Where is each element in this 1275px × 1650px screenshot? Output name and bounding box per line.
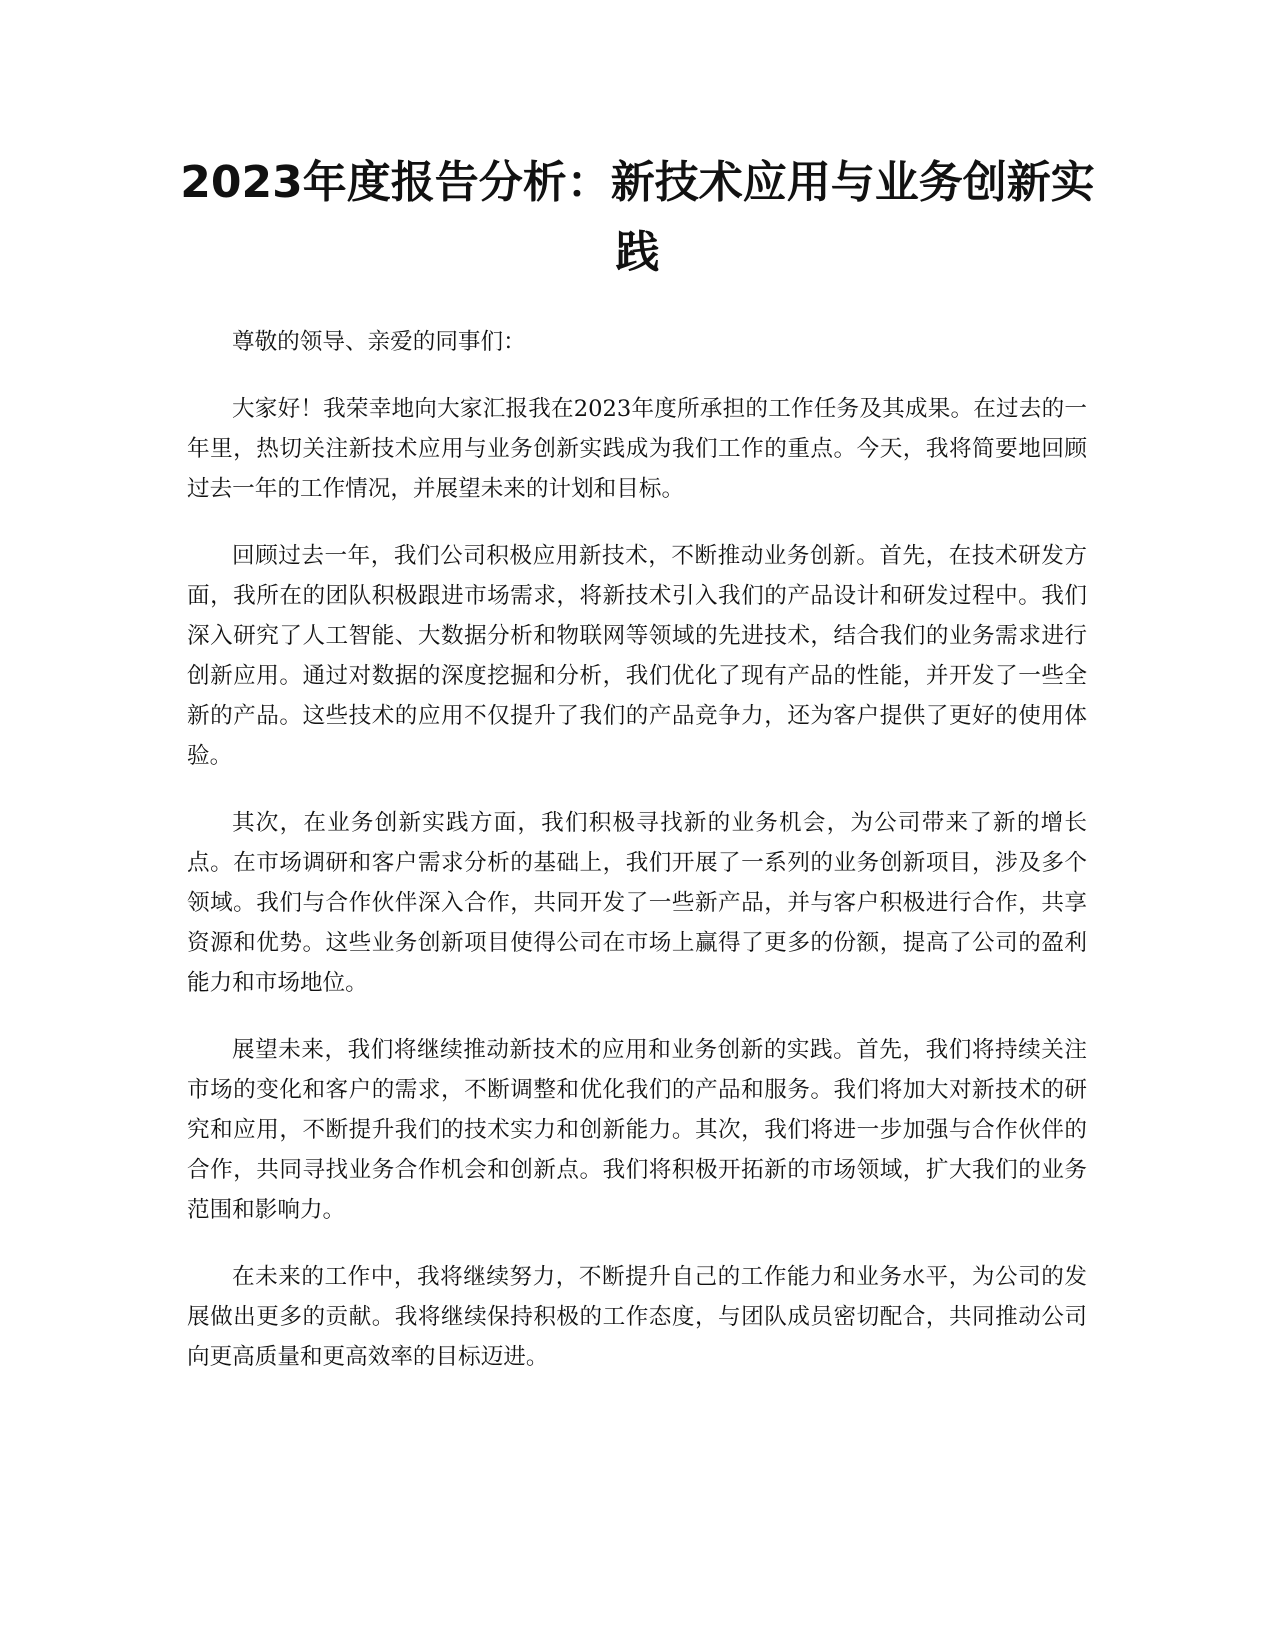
document-title: 2023年度报告分析：新技术应用与业务创新实践 xyxy=(180,157,1095,278)
closing-paragraph: 在未来的工作中，我将继续努力，不断提升自己的工作能力和业务水平，为公司的发展做出更多的贡献。我将继续保持积极的工作态度，与团队成员密切配合，共同推动公司向更高质量和更高效率的目标迈进。 xyxy=(187,1264,1087,1370)
outlook-paragraph: 展望未来，我们将继续推动新技术的应用和业务创新的实践。首先，我们将持续关注市场的变化和客户的需求，不断调整和优化我们的产品和服务。我们将加大对新技术的研究和应用，不断提升我们的技术实力和创新能力。其次，我们将进一步加强与合作伙伴的合作，共同寻找业务合作机会和创新点。我们将积极开拓新的市场领域，扩大我们的业务范围和影响力。 xyxy=(187,1037,1087,1223)
salutation-paragraph: 尊敬的领导、亲爱的同事们： xyxy=(232,329,526,355)
business-innovation-paragraph: 其次，在业务创新实践方面，我们积极寻找新的业务机会，为公司带来了新的增长点。在市场调研和客户需求分析的基础上，我们开展了一系列的业务创新项目，涉及多个领域。我们与合作伙伴深入合作，共同开发了一些新产品，并与客户积极进行合作，共享资源和优势。这些业务创新项目使得公司在市场上赢得了更多的份额，提高了公司的盈利能力和市场地位。 xyxy=(187,810,1087,996)
document-body xyxy=(187,322,1087,1404)
review-paragraph: 回顾过去一年，我们公司积极应用新技术，不断推动业务创新。首先，在技术研发方面，我所在的团队积极跟进市场需求，将新技术引入我们的产品设计和研发过程中。我们深入研究了人工智能、大数据分析和物联网等领域的先进技术，结合我们的业务需求进行创新应用。通过对数据的深度挖掘和分析，我们优化了现有产品的性能，并开发了一些全新的产品。这些技术的应用不仅提升了我们的产品竞争力，还为客户提供了更好的使用体验。 xyxy=(187,543,1087,769)
intro-paragraph: 大家好！我荣幸地向大家汇报我在2023年度所承担的工作任务及其成果。在过去的一年里，热切关注新技术应用与业务创新实践成为我们工作的重点。今天，我将简要地回顾过去一年的工作情况，并展望未来的计划和目标。 xyxy=(187,396,1087,502)
